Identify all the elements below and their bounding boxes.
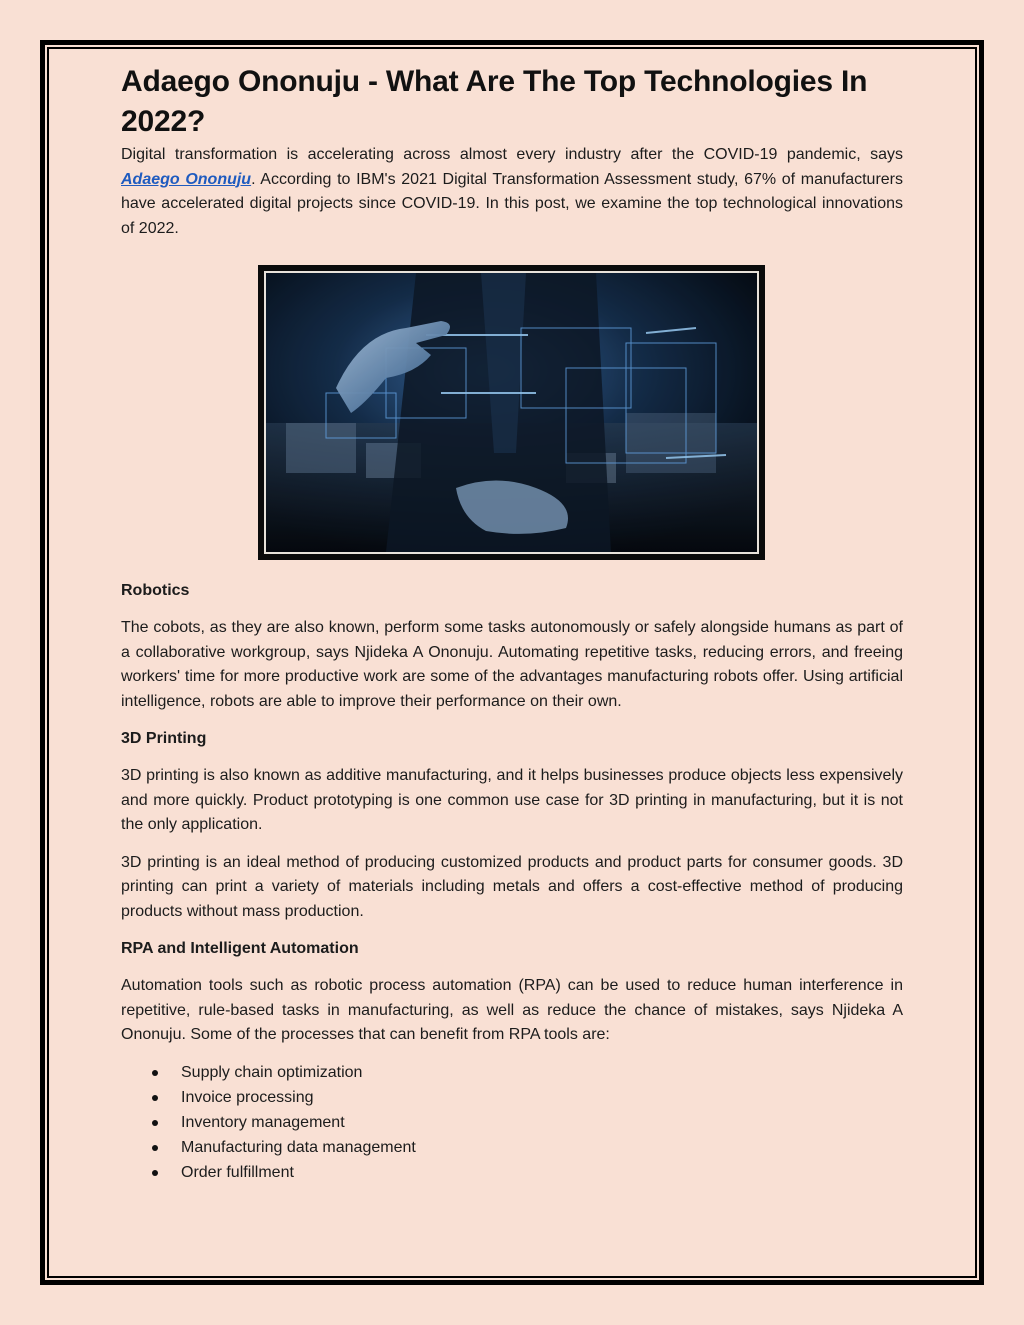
3d-printing-paragraph-1: 3D printing is also known as additive manufacturing, and it helps businesses produce objects less expensively and more quickly. Product prototyping is one common use case for 3D printing in manufacturing, but it is not the only application.	[121, 767, 903, 833]
article-content	[121, 62, 903, 1186]
article-title: Adaego Ononuju - What Are The Top Technologies In 2022?	[121, 65, 868, 138]
intro-paragraph	[121, 143, 903, 241]
list-item: Invoice processing	[181, 1085, 903, 1110]
rpa-process-list	[121, 1060, 903, 1186]
rpa-paragraph: Automation tools such as robotic process automation (RPA) can be used to reduce human interference in repetitive, rule-based tasks in manufacturing, as well as reduce the chance of mistakes, says Njideka A Ononuju. Some of the processes that can benefit from RPA tools are:	[121, 977, 903, 1043]
author-link[interactable]: Adaego Ononuju	[121, 170, 252, 188]
intro-text-end: . According to IBM's 2021 Digital Transformation Assessment study, 67% of manufacturers have accelerated digital projects since COVID-19. In this post, we examine the top technological innovations of 2022.	[121, 170, 904, 237]
3d-printing-heading: 3D Printing	[121, 730, 207, 747]
intro-text-start: Digital transformation is accelerating across almost every industry after the COVID-19 pandemic, says	[121, 146, 903, 163]
3d-printing-paragraph-2: 3D printing is an ideal method of producing customized products and product parts for consumer goods. 3D printing can print a variety of materials including metals and offers a cost-effective method of producing products without mass production.	[121, 853, 903, 920]
robotics-paragraph: The cobots, as they are also known, perform some tasks autonomously or safely alongside humans as part of a collaborative workgroup, says Njideka A Ononuju. Automating repetitive tasks, reducing errors, and freeing workers' time for more productive work are some of the advantages manufacturing robots offer. Using artificial intelligence, robots are able to improve their performance on their own.	[121, 619, 903, 710]
list-item: Order fulfillment	[181, 1160, 903, 1185]
hero-image	[258, 265, 765, 560]
rpa-heading: RPA and Intelligent Automation	[121, 940, 359, 957]
robotics-heading: Robotics	[121, 582, 190, 599]
list-item: Inventory management	[181, 1110, 903, 1135]
list-item: Manufacturing data management	[181, 1135, 903, 1160]
tech-illustration	[264, 271, 759, 554]
list-item: Supply chain optimization	[181, 1060, 903, 1085]
